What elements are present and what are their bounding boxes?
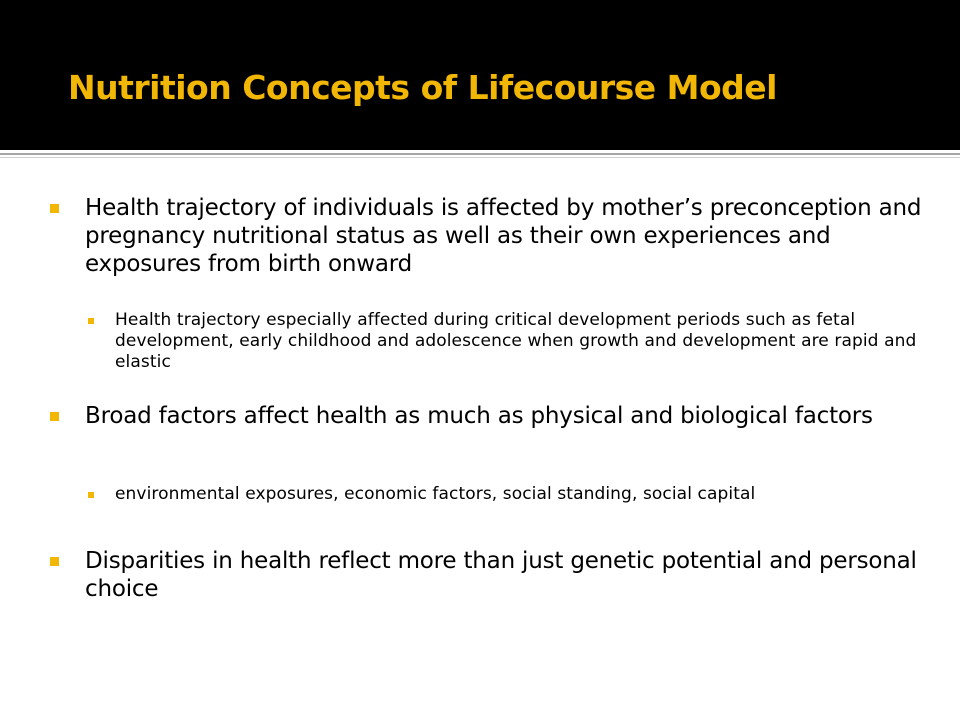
bullet-text: Health trajectory of individuals is affected by mother’s preconception and pregnancy nutritional status as well as their own experiences and exposures from birth onward [85, 195, 922, 277]
sub-bullet-text: environmental exposures, economic factors, social standing, social capital [115, 484, 756, 504]
square-bullet-icon [88, 318, 94, 324]
title-divider-line [0, 153, 960, 155]
square-bullet-icon [50, 557, 59, 566]
bullet-text: Disparities in health reflect more than just genetic potential and personal choice [85, 548, 917, 602]
square-bullet-icon [88, 492, 94, 498]
sub-bullet-item [88, 310, 930, 373]
sub-bullet-text: Health trajectory especially affected during critical development periods such as fetal development, early childhood and adolescence when growth and development are rapid and elastic [115, 310, 917, 372]
bullet-item [50, 547, 930, 603]
bullet-item [50, 194, 930, 278]
title-bar [0, 0, 960, 150]
square-bullet-icon [50, 204, 59, 213]
square-bullet-icon [50, 412, 59, 421]
sub-bullet-item [88, 484, 930, 505]
title-divider-line-secondary [0, 157, 960, 158]
bullet-text: Broad factors affect health as much as physical and biological factors [85, 403, 873, 429]
bullet-item [50, 402, 930, 430]
slide-title: Nutrition Concepts of Lifecourse Model [68, 68, 777, 107]
